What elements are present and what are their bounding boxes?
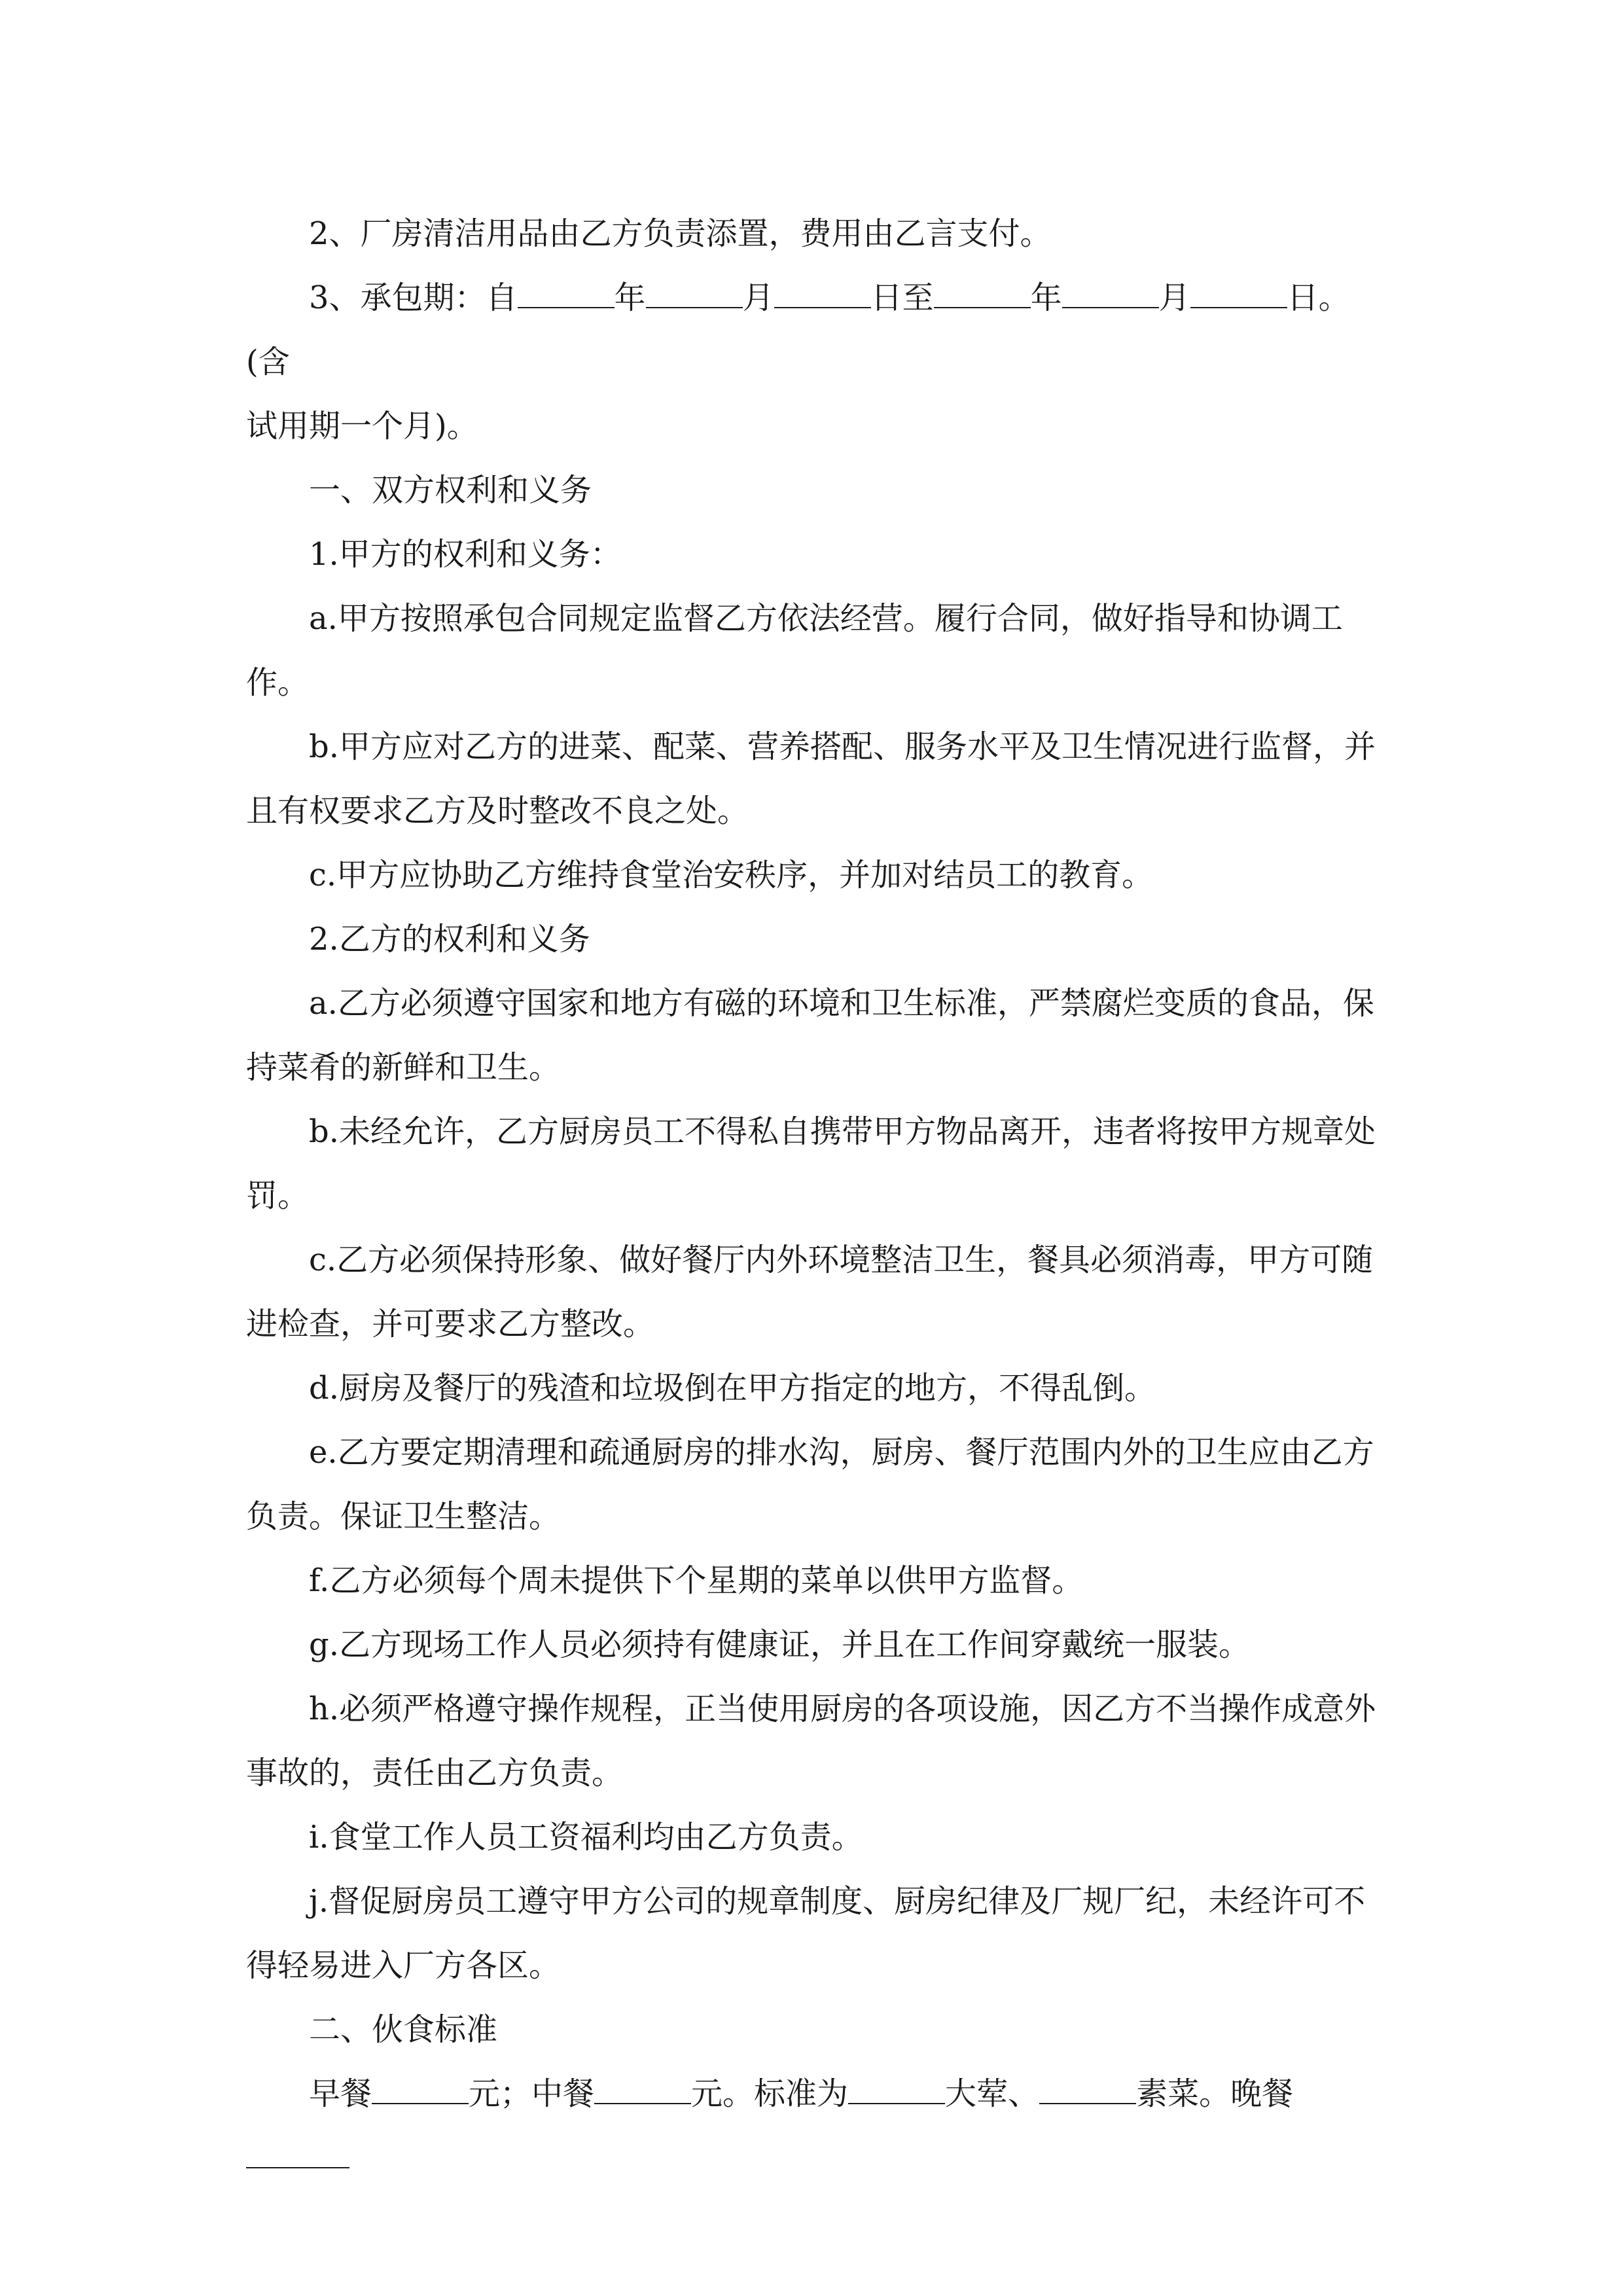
subsection-heading-party-a: 1.甲方的权利和义务： (309, 536, 622, 573)
blank-field (246, 2141, 349, 2168)
paragraph-contract-term (246, 266, 1378, 394)
blank-field (848, 2077, 945, 2104)
blank-field (1039, 2077, 1136, 2104)
document-page (246, 202, 1378, 2190)
clause-g-health-cert: g.乙方现场工作人员必须持有健康证，并且在工作间穿戴统一服装。 (309, 1626, 1250, 1663)
paragraph-trial-period: 试用期一个月)。 (246, 408, 478, 444)
clause-i-wages: i.食堂工作人员工资福利均由乙方负责。 (309, 1819, 863, 1856)
clause-d-waste: d.厨房及餐厅的残渣和垃圾倒在甲方指定的地方，不得乱倒。 (309, 1370, 1156, 1407)
blank-field (372, 2077, 469, 2104)
meal-lunch: 元；中餐 (469, 2075, 595, 2112)
clause-a-hygiene-standards: a.乙方必须遵守国家和地方有磁的环境和卫生标准，严禁腐烂变质的食品，保持菜肴的新鲜和卫生。 (246, 985, 1374, 1086)
meal-meat: 大荤、 (945, 2075, 1040, 2112)
blank-field (594, 2077, 691, 2104)
blank-field (646, 281, 743, 308)
clause-f-menu: f.乙方必须每个周未提供下个星期的菜单以供甲方监督。 (309, 1562, 1084, 1599)
term-year-1: 年 (614, 279, 646, 316)
term-month-1: 月 (742, 279, 774, 316)
clause-a-supervision: a.甲方按照承包合同规定监督乙方依法经营。履行合同，做好指导和协调工作。 (246, 600, 1343, 701)
clause-c-cleanliness: c.乙方必须保持形象、做好餐厅内外环境整洁卫生，餐具必须消毒，甲方可随进检查，并可要求乙方整改。 (246, 1242, 1374, 1342)
meal-breakfast: 早餐 (309, 2075, 372, 2112)
term-month-2: 月 (1158, 279, 1190, 316)
blank-field (934, 281, 1031, 308)
clause-b-food-inspection: b.甲方应对乙方的进菜、配菜、营养搭配、服务水平及卫生情况进行监督，并且有权要求乙方及时整改不良之处。 (246, 728, 1376, 829)
subsection-heading-party-b: 2.乙方的权利和义务 (309, 921, 590, 958)
clause-c-security: c.甲方应协助乙方维持食堂治安秩序，并加对结员工的教育。 (309, 857, 1154, 893)
section-heading-meal-standard: 二、伙食标准 (309, 2011, 498, 2048)
clause-j-discipline: j.督促厨房员工遵守甲方公司的规章制度、厨房纪律及厂规厂纪，未经许可不得轻易进入厂方各区。 (246, 1883, 1366, 1984)
blank-field (1062, 281, 1159, 308)
meal-standard: 元。标准为 (691, 2075, 849, 2112)
term-prefix: 3、承包期：自 (309, 279, 518, 316)
blank-field (1190, 281, 1287, 308)
section-heading-rights: 一、双方权利和义务 (309, 472, 592, 509)
clause-e-drainage: e.乙方要定期清理和疏通厨房的排水沟，厨房、餐厅范围内外的卫生应由乙方负责。保证卫生整洁。 (246, 1434, 1374, 1535)
paragraph-meal-prices (246, 2062, 1378, 2190)
clause-b-no-removal: b.未经允许，乙方厨房员工不得私自携带甲方物品离开，违者将按甲方规章处罚。 (246, 1113, 1376, 1214)
blank-field (774, 281, 871, 308)
term-year-2: 年 (1030, 279, 1062, 316)
term-day-2: 日。(含 (246, 279, 1350, 380)
blank-field (518, 281, 615, 308)
meal-veg-dinner: 素菜。晚餐 (1136, 2075, 1294, 2112)
paragraph-cleaning-supplies: 2、厂房清洁用品由乙方负责添置，费用由乙言支付。 (309, 215, 1052, 252)
term-day-1: 日至 (870, 279, 934, 316)
clause-h-operation: h.必须严格遵守操作规程，正当使用厨房的各项设施，因乙方不当操作成意外事故的，责任由乙方负责。 (246, 1691, 1376, 1791)
